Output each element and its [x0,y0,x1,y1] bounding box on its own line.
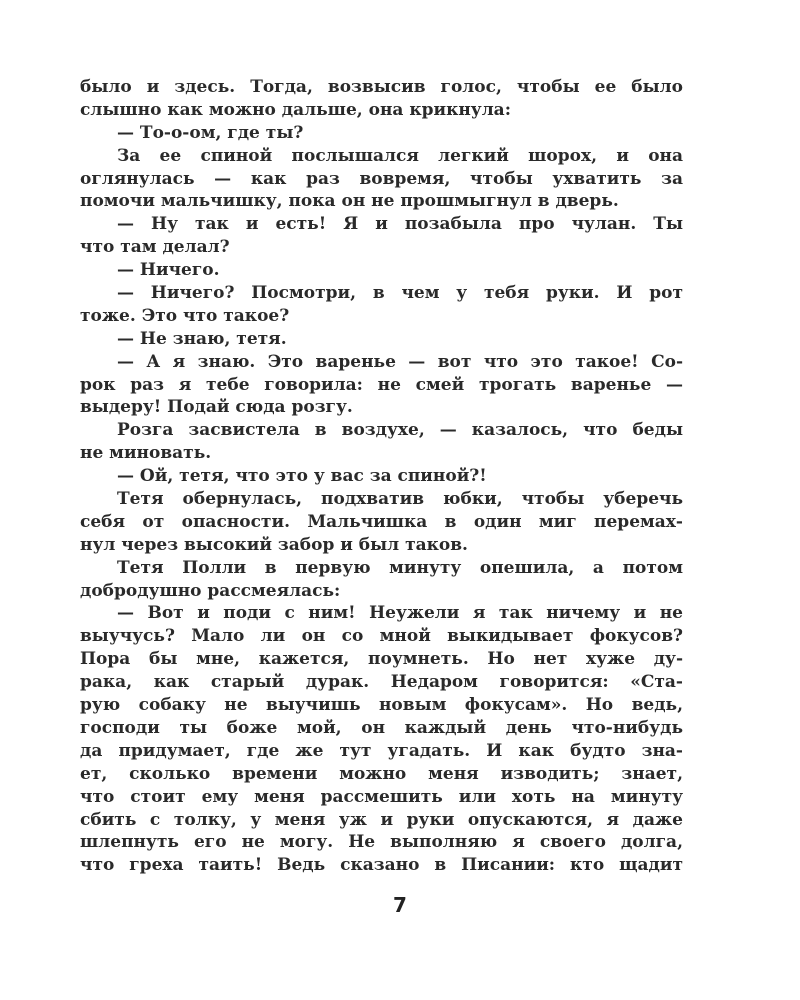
text-line: рок раз я тебе говорила: не смей трогать варенье — [80,374,683,395]
text-line: Розга засвистела в воздухе, — казалось, что беды [117,420,683,441]
text-line: не миновать. [80,443,212,464]
text-line: было и здесь. Тогда, возвысив голос, чтобы ее было [80,77,683,97]
text-line: ет, сколько времени можно меня изводить; знает, [80,763,683,784]
text-line: нул через высокий забор и был таков. [80,534,468,555]
text-line: слышно как можно дальше, она крикнула: [80,99,511,120]
text-line: шлепнуть его не могу. Не выполняю я своего долга, [80,832,683,853]
text-line: рую собаку не выучишь новым фокусам». Но ведь, [80,695,683,716]
text-line: За ее спиной послышался легкий шорох, и она [117,145,683,166]
page-number: 7 [393,893,407,917]
text-line: — А я знаю. Это варенье — вот что это такое! Со- [117,351,683,372]
text-line: рака, как старый дурак. Недаром говорится: «Ста- [80,672,683,693]
text-line: что греха таить! Ведь сказано в Писании: кто щадит [80,855,683,876]
text-line: — Не знаю, тетя. [117,328,287,349]
text-line: себя от опасности. Мальчишка в один миг перемах- [80,511,683,532]
text-line: — Ой, тетя, что это у вас за спиной?! [117,466,487,487]
text-line: сбить с толку, у меня уж и руки опускаются, я даже [80,809,683,830]
text-line: Тетя Полли в первую минуту опешила, а потом [117,557,683,578]
text-line: — То-о-ом, где ты? [117,122,304,143]
text-line: тоже. Это что такое? [80,305,290,326]
text-line: — Ничего. [117,260,220,281]
text-line: выучусь? Мало ли он со мной выкидывает фокусов? [80,626,683,647]
text-line: выдеру! Подай сюда розгу. [80,397,353,418]
text-line: что там делал? [80,237,230,258]
text-line: — Вот и поди с ним! Неужели я так ничему и не [117,603,683,624]
text-line: оглянулась — как раз вовремя, чтобы ухватить за [80,168,683,189]
text-line: что стоит ему меня рассмешить или хоть на минуту [80,786,683,807]
text-line: да придумает, где же тут угадать. И как будто зна- [80,740,683,761]
text-line: — Ничего? Посмотри, в чем у тебя руки. И рот [117,283,683,304]
text-line: — Ну так и есть! Я и позабыла про чулан. Ты [117,214,683,235]
page-body [80,76,683,877]
text-line: Пора бы мне, кажется, поумнеть. Но нет хуже ду- [80,649,683,670]
text-line: Тетя обернулась, подхватив юбки, чтобы уберечь [117,489,683,510]
text-line: добродушно рассмеялась: [80,580,341,601]
text-line: помочи мальчишку, пока он не прошмыгнул в дверь. [80,191,619,212]
text-line: господи ты боже мой, он каждый день что-нибудь [80,717,683,738]
